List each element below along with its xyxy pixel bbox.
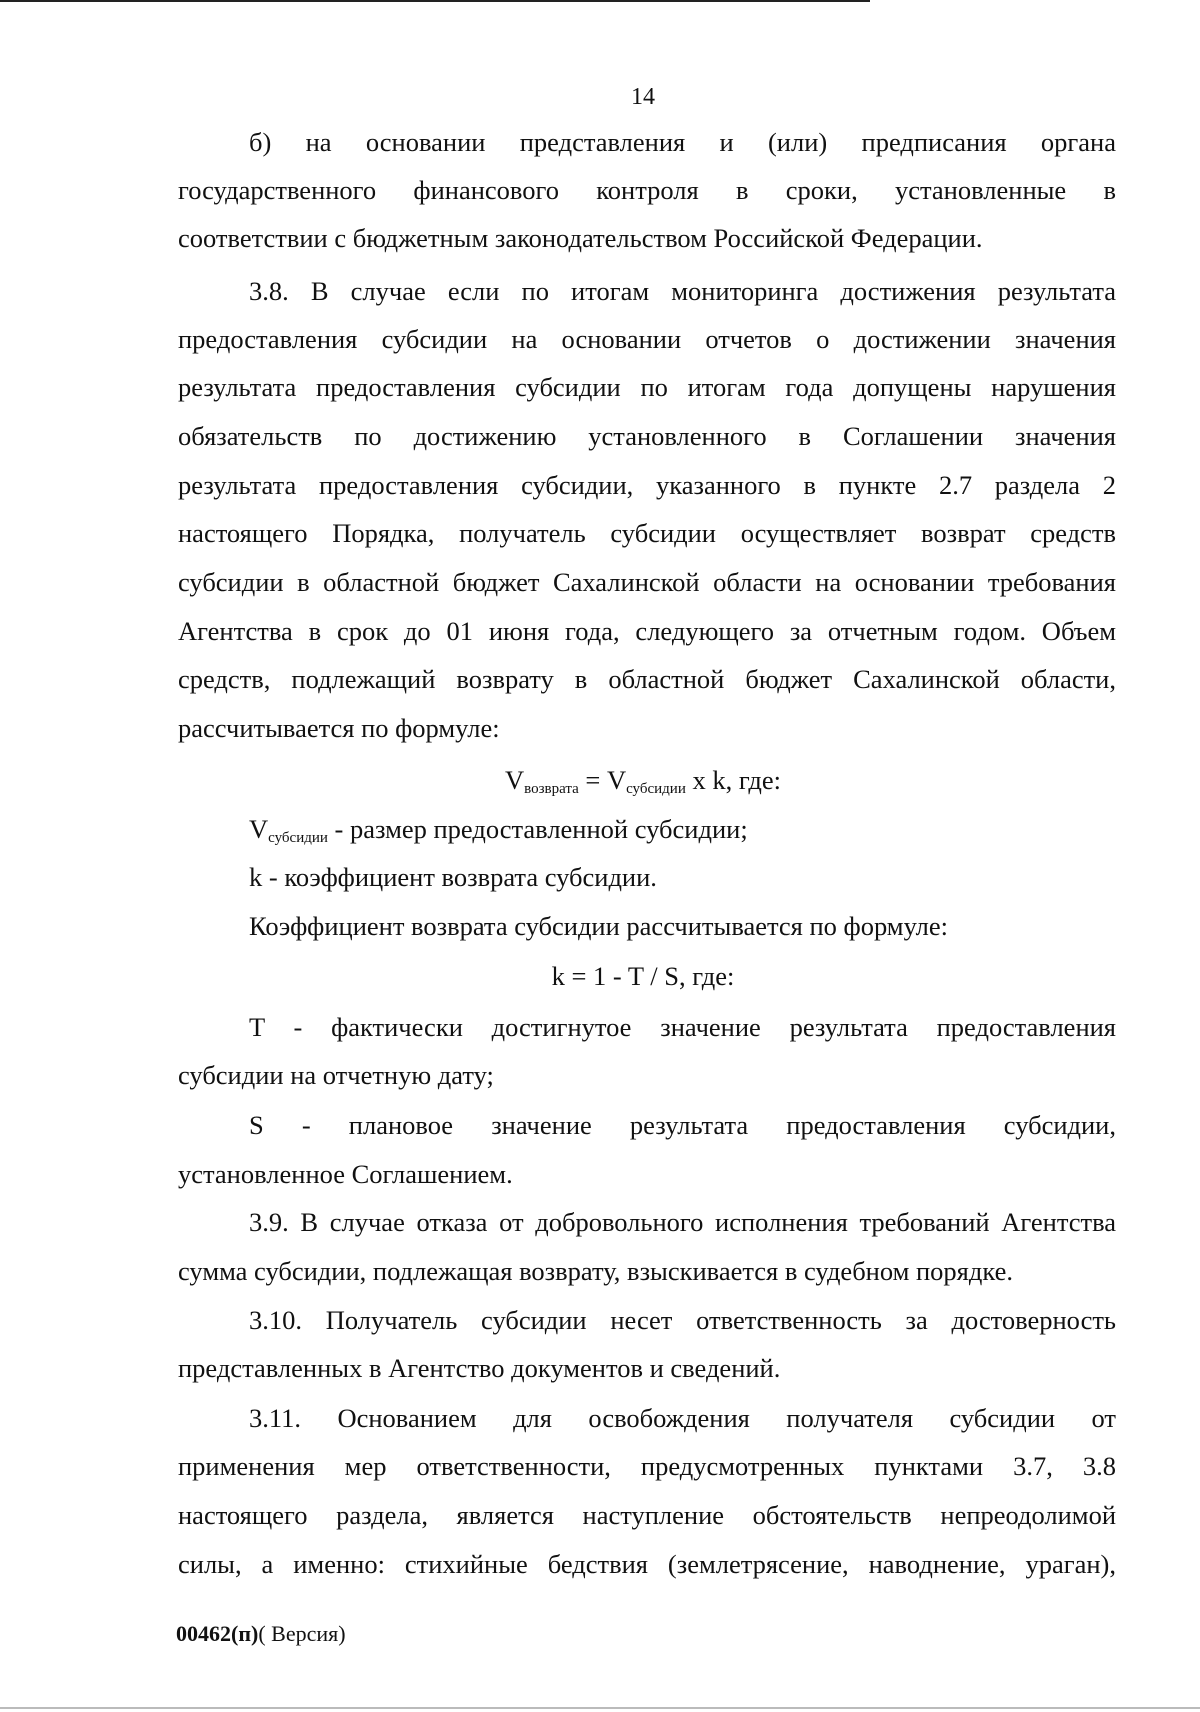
text-line: средств, подлежащий возврату в областной бюджет Сахалинской области, (178, 664, 1116, 694)
scan-edge-bottom (0, 1707, 1200, 1709)
text-line: результата предоставления субсидии по итогам года допущены нарушения (178, 372, 1116, 402)
definition-v-subsidy: $V_{субсидии}$ - размер предоставленной субсидии; (249, 814, 748, 846)
formula-coefficient: k = 1 - T / S, где: (551, 961, 735, 991)
text-line: настоящего раздела, является наступление обстоятельств непреодолимой (178, 1500, 1116, 1530)
text-line: представленных в Агентство документов и сведений. (178, 1353, 781, 1383)
formula-return-volume: $V_{возврата} = V_{субсидии}$ x k, где: (504, 765, 782, 797)
text-line: силы, а именно: стихийные бедствия (землетрясение, наводнение, ураган), (178, 1549, 1116, 1579)
text-line: 3.9. В случае отказа от добровольного исполнения требований Агентства (249, 1207, 1116, 1237)
text-line: рассчитывается по формуле: (178, 713, 500, 743)
text-line: T - фактически достигнутое значение результата предоставления (249, 1012, 1116, 1042)
text-line: соответствии с бюджетным законодательством Российской Федерации. (178, 223, 983, 253)
text-line: б) на основании представления и (или) предписания органа (249, 127, 1116, 157)
text-line: обязательств по достижению установленного в Соглашении значения (178, 421, 1116, 451)
text-line: субсидии в областной бюджет Сахалинской области на основании требования (178, 567, 1116, 597)
document-footer (176, 1620, 346, 1648)
document-version: ( Версия) (258, 1621, 346, 1646)
text-line: настоящего Порядка, получатель субсидии осуществляет возврат средств (178, 518, 1116, 548)
text-line: предоставления субсидии на основании отчетов о достижении значения (178, 324, 1116, 354)
text-line: субсидии на отчетную дату; (178, 1060, 494, 1090)
text-line: 3.8. В случае если по итогам мониторинга достижения результата (249, 276, 1116, 306)
text-line: Агентства в срок до 01 июня года, следующего за отчетным годом. Объем (178, 616, 1116, 646)
scan-edge-top (0, 0, 870, 2)
definition-k: k - коэффициент возврата субсидии. (249, 862, 657, 892)
text-line: государственного финансового контроля в сроки, установленные в (178, 175, 1116, 205)
text-line: результата предоставления субсидии, указанного в пункте 2.7 раздела 2 (178, 470, 1116, 500)
text-line: 3.10. Получатель субсидии несет ответственность за достоверность (249, 1305, 1116, 1335)
text-line: сумма субсидии, подлежащая возврату, взыскивается в судебном порядке. (178, 1256, 1013, 1286)
text-line: применения мер ответственности, предусмотренных пунктами 3.7, 3.8 (178, 1451, 1116, 1481)
document-code: 00462(п) (176, 1621, 259, 1646)
text-line: 3.11. Основанием для освобождения получателя субсидии от (249, 1403, 1116, 1433)
coefficient-intro: Коэффициент возврата субсидии рассчитывается по формуле: (249, 911, 949, 941)
page-number: 14 (631, 84, 655, 110)
text-line: установленное Соглашением. (178, 1159, 513, 1189)
text-line: S - плановое значение результата предоставления субсидии, (249, 1110, 1116, 1140)
